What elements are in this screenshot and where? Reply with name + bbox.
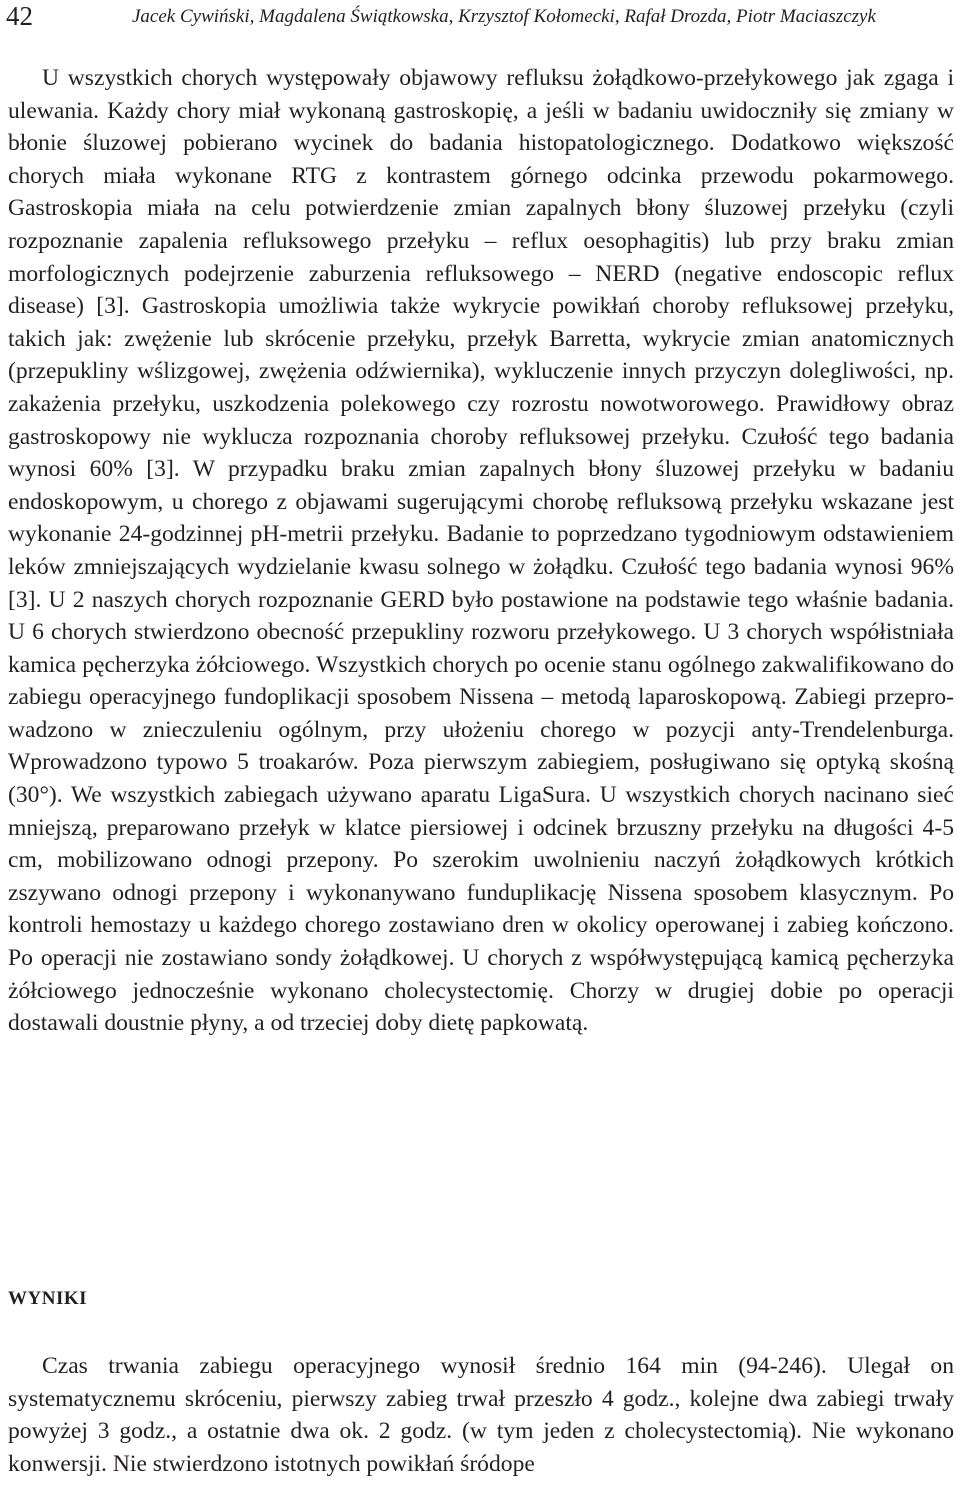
- section-heading-results: WYNIKI: [8, 1288, 88, 1309]
- running-head-authors: Jacek Cywiński, Magdalena Świątkowska, Krzysztof Kołomecki, Rafał Drozda, Piotr Maciaszczyk: [132, 6, 876, 27]
- methods-paragraph: U wszystkich chorych występowały objawowy refluksu żołądkowo-przełykowego jak zgaga i ulewania. Każdy chory miał wykonaną gastroskopię, a jeśli w badaniu uwidoczniły się zmiany w błonie śluzowej pobierano wycinek do badania histopatologicznego. Dodatkowo większość chorych miała wykonane RTG z kontrastem górnego odcinka przewodu pokarmowego. Gastroskopia miała na celu potwierdzenie zmian zapalnych błony śluzowej przełyku (czyli rozpoznanie zapalenia refluksowego przełyku – reflux oesophagitis) lub przy braku zmian morfologicznych podejrzenie zaburzenia refluksowego – NERD (negative endoscopic reflux disease) [3]. Gastroskopia umożliwia także wykrycie powikłań choroby refluksowej przełyku, takich jak: zwężenie lub skrócenie przełyku, przełyk Barretta, wykrycie zmian anatomicznych (przepukliny wślizgowej, zwężenia odźwiernika), wykluczenie innych przyczyn dolegliwości, np. zakażenia przełyku, uszkodzenia polekowego czy rozrostu nowotworowego. Prawidłowy obraz gastroskopowy nie wyklucza rozpoznania choroby refluksowej przełyku. Czułość tego badania wynosi 60% [3]. W przypadku braku zmian zapalnych błony śluzowej przełyku w badaniu endoskopowym, u chorego z objawami sugerującymi chorobę refluksową przełyku wskazane jest wykonanie 24-godzinnej pH-metrii przełyku. Badanie to poprzedzano tygodniowym odstawieniem leków zmniejszających wydzielanie kwasu solnego w żołądku. Czułość tego badania wynosi 96% [3]. U 2 naszych chorych rozpoznanie GERD było postawione na podstawie tego właśnie badania. U 6 chorych stwierdzono obecność przepukliny rozworu przełykowego. U 3 chorych współistniała kamica pęcherzyka żółciowego. Wszystkich chorych po ocenie stanu ogólnego zakwalifikowano do zabiegu operacyjnego fundoplikacji sposobem Nissena – metodą laparoskopową. Zabiegi przeprowadzono w znieczuleniu ogólnym, przy ułożeniu chorego w pozycji anty-Trendelenburga. Wprowadzono typowo 5 troakarów. Poza pierwszym zabiegiem, posługiwano się optyką skośną (30°). We wszystkich zabiegach używano aparatu LigaSura. U wszystkich chorych nacinano sieć mniejszą, preparowano przełyk w klatce piersiowej i odcinek brzuszny przełyku na długości 4-5 cm, mobilizowano odnogi przepony. Po szerokim uwolnieniu naczyń żołądkowych krótkich zszywano odnogi przepony i wykonanywano funduplikację Nissena sposobem klasycznym. Po kontroli hemostazy u każdego chorego zostawiano dren w okolicy operowanej i zabieg kończono. Po operacji nie zostawiano sondy żołądkowej. U chorych z współwystępującą kamicą pęcherzyka żółciowego jednocześnie wykonano cholecystectomię. Chorzy w drugiej dobie po operacji dostawali doustnie płyny, a od trzeciej doby dietę papkowatą.: [8, 65, 954, 1037]
- results-paragraph: Czas trwania zabiegu operacyjnego wynosił średnio 164 min (94-246). Ulegał on systematycznemu skróceniu, pierwszy zabieg trwał przeszło 4 godz., kolejne dwa zabiegi trwały powyżej 3 godz., a ostatnie dwa ok. 2 godz. (w tym jeden z cholecystectomią). Nie wykonano konwersji. Nie stwierdzono istotnych powikłań śródope: [8, 1353, 954, 1477]
- page-number: 42: [6, 1, 33, 31]
